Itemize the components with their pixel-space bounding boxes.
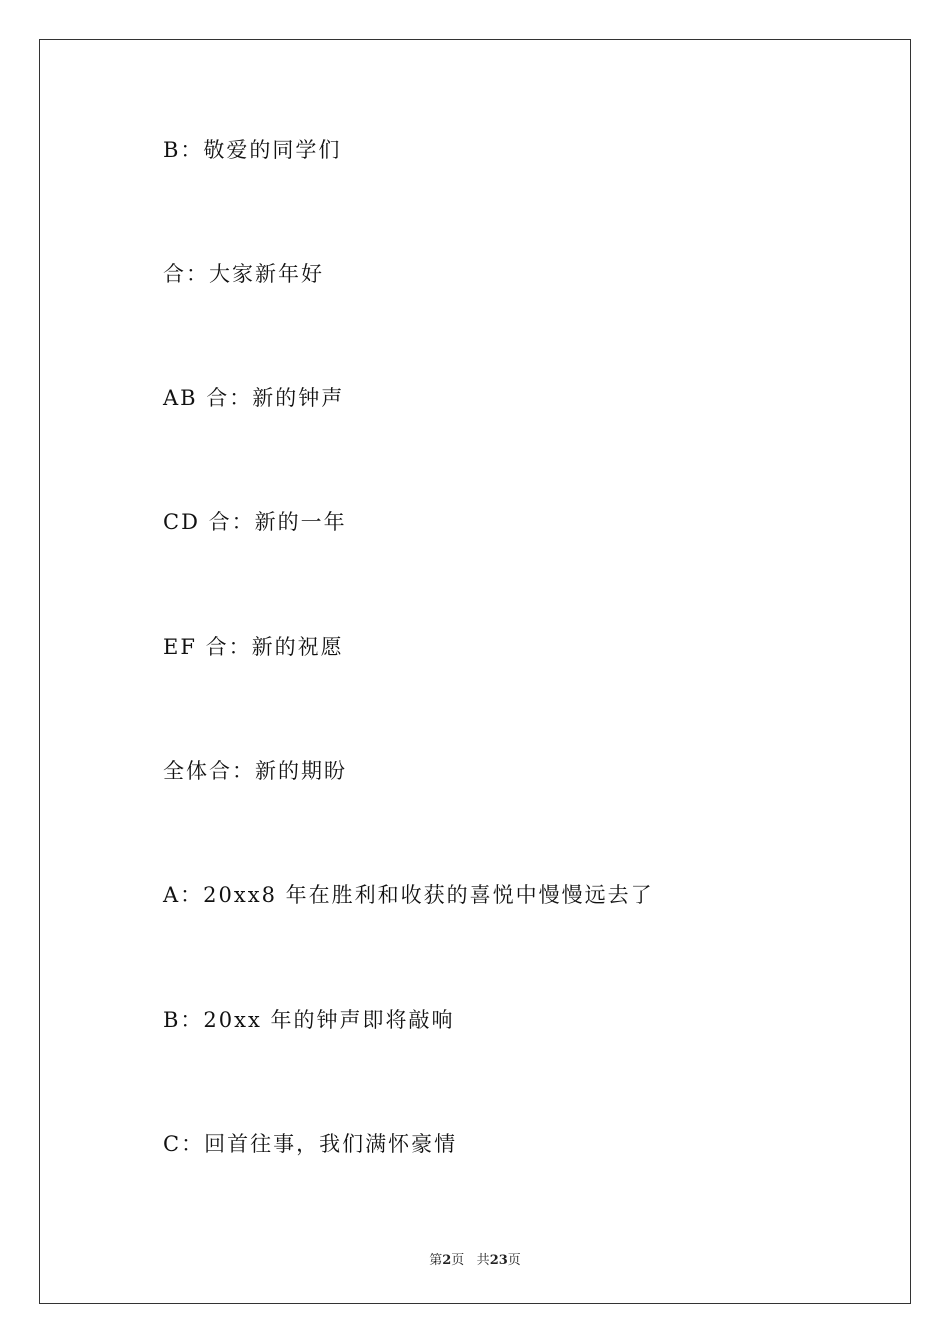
script-line-a: A：20xx8 年在胜利和收获的喜悦中慢慢远去了 [163,883,654,907]
script-line-c: C：回首往事，我们满怀豪情 [163,1132,458,1156]
footer-page-suffix: 页 [451,1253,465,1268]
script-line-chorus-new-year: 合：大家新年好 [163,262,324,286]
script-line-b-greeting: B：敬爱的同学们 [163,138,342,162]
footer-total-pages: 23 [489,1253,508,1268]
script-line-all-chorus: 全体合：新的期盼 [163,759,347,783]
script-line-ab-chorus: AB 合：新的钟声 [163,386,345,410]
script-line-b: B：20xx 年的钟声即将敲响 [163,1008,455,1032]
footer-total-prefix: 共 [476,1253,490,1268]
page-footer [0,1249,950,1268]
page-border [39,39,911,1304]
footer-total-suffix: 页 [507,1253,521,1268]
script-line-cd-chorus: CD 合：新的一年 [163,510,347,534]
script-line-ef-chorus: EF 合：新的祝愿 [163,635,344,659]
footer-prefix: 第 [429,1253,443,1268]
footer-page-number: 2 [442,1253,452,1268]
